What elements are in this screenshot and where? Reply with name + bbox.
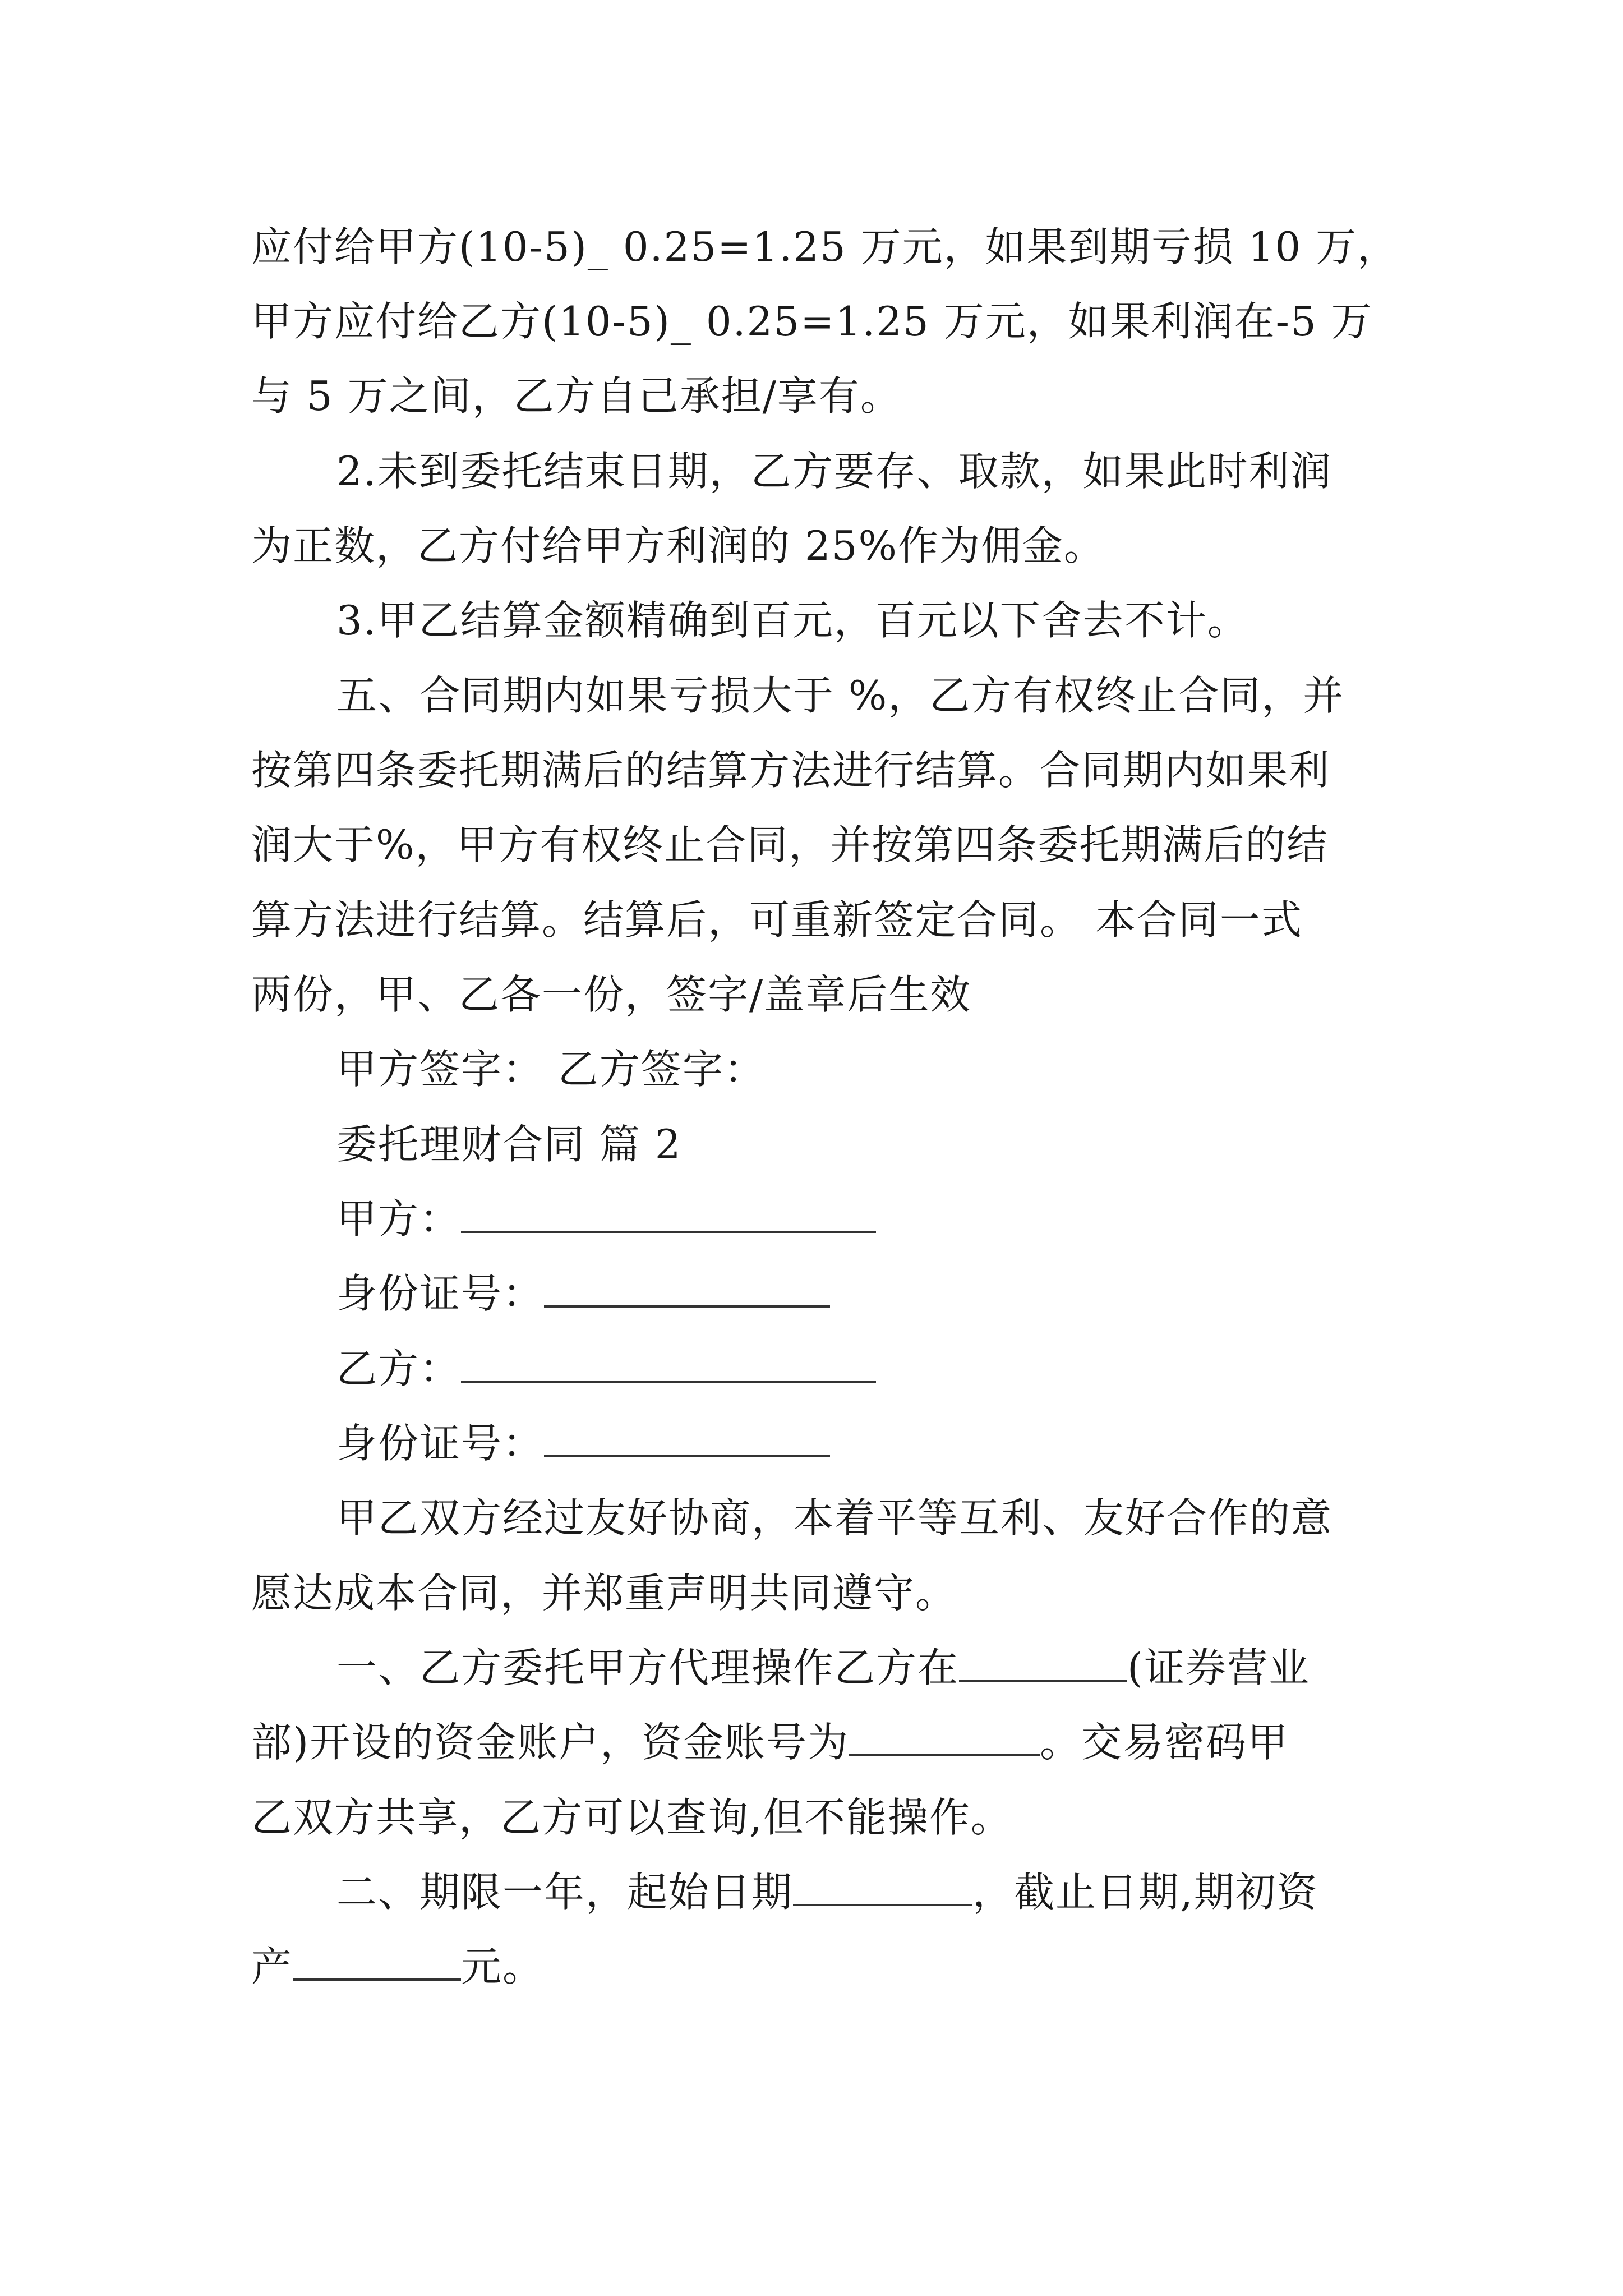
id-b-blank[interactable] [544, 1420, 830, 1457]
id-a-label: 身份证号： [336, 1270, 545, 1317]
text-line: 为正数，乙方付给甲方利润的 25%作为佣金。 [251, 522, 1105, 569]
section-heading: 委托理财合同 篇 2 [336, 1121, 682, 1168]
text-line: 与 5 万之间，乙方自己承担/享有。 [251, 372, 902, 420]
clause-2-line [336, 1861, 1318, 1923]
text-line: 按第四条委托期满后的结算方法进行结算。合同期内如果利 [251, 747, 1331, 794]
text-line: 算方法进行结算。结算后，可重新签定合同。 本合同一式 [251, 896, 1303, 944]
text-line: 两份，甲、乙各一份，签字/盖章后生效 [251, 971, 972, 1018]
clause-text: 二、期限一年，起始日期 [336, 1869, 794, 1916]
id-a-field [336, 1263, 830, 1324]
clause-text: 一、乙方委托甲方代理操作乙方在 [336, 1644, 960, 1691]
clause-text: 元。 [461, 1943, 545, 1990]
clause-1-line [251, 1711, 1289, 1773]
start-date-blank[interactable] [793, 1869, 972, 1906]
clause-text: ，截止日期,期初资 [972, 1869, 1318, 1916]
clause-text: 部)开设的资金账户，资金账号为 [251, 1719, 850, 1766]
account-number-blank[interactable] [849, 1719, 1040, 1756]
party-b-label: 乙方： [336, 1345, 462, 1392]
text-line: 润大于%，甲方有权终止合同，并按第四条委托期满后的结 [251, 821, 1329, 868]
text-line: 应付给甲方(10-5)_ 0.25=1.25 万元，如果到期亏损 10 万， [251, 223, 1399, 270]
signature-line: 甲方签字： 乙方签字： [336, 1046, 766, 1093]
text-line: 甲方应付给乙方(10-5)_ 0.25=1.25 万元，如果利润在-5 万 [251, 298, 1373, 345]
party-a-label: 甲方： [336, 1195, 462, 1243]
text-line: 愿达成本合同，并郑重声明共同遵守。 [251, 1570, 957, 1617]
party-a-blank[interactable] [461, 1196, 876, 1233]
id-b-label: 身份证号： [336, 1420, 545, 1467]
party-a-field [336, 1188, 876, 1250]
party-b-blank[interactable] [461, 1346, 876, 1383]
text-line: 3.甲乙结算金额精确到百元，百元以下舍去不计。 [336, 597, 1249, 644]
text-line: 五、合同期内如果亏损大于 %，乙方有权终止合同，并 [336, 672, 1345, 719]
securities-office-blank[interactable] [959, 1645, 1127, 1682]
clause-text: 产 [251, 1943, 293, 1990]
id-b-field [336, 1412, 830, 1474]
text-line: 2.未到委托结束日期，乙方要存、取款，如果此时利润 [336, 448, 1332, 495]
initial-assets-blank[interactable] [293, 1944, 461, 1981]
clause-1-line [336, 1637, 1310, 1699]
clause-text: (证券营业 [1127, 1644, 1311, 1691]
party-b-field [336, 1338, 876, 1400]
text-line: 甲乙双方经过友好协商，本着平等互利、友好合作的意 [336, 1494, 1333, 1542]
clause-2-line [251, 1936, 544, 1998]
clause-text: 。交易密码甲 [1040, 1719, 1289, 1766]
text-line: 乙双方共享，乙方可以查询,但不能操作。 [251, 1794, 1012, 1841]
id-a-blank[interactable] [544, 1271, 830, 1308]
